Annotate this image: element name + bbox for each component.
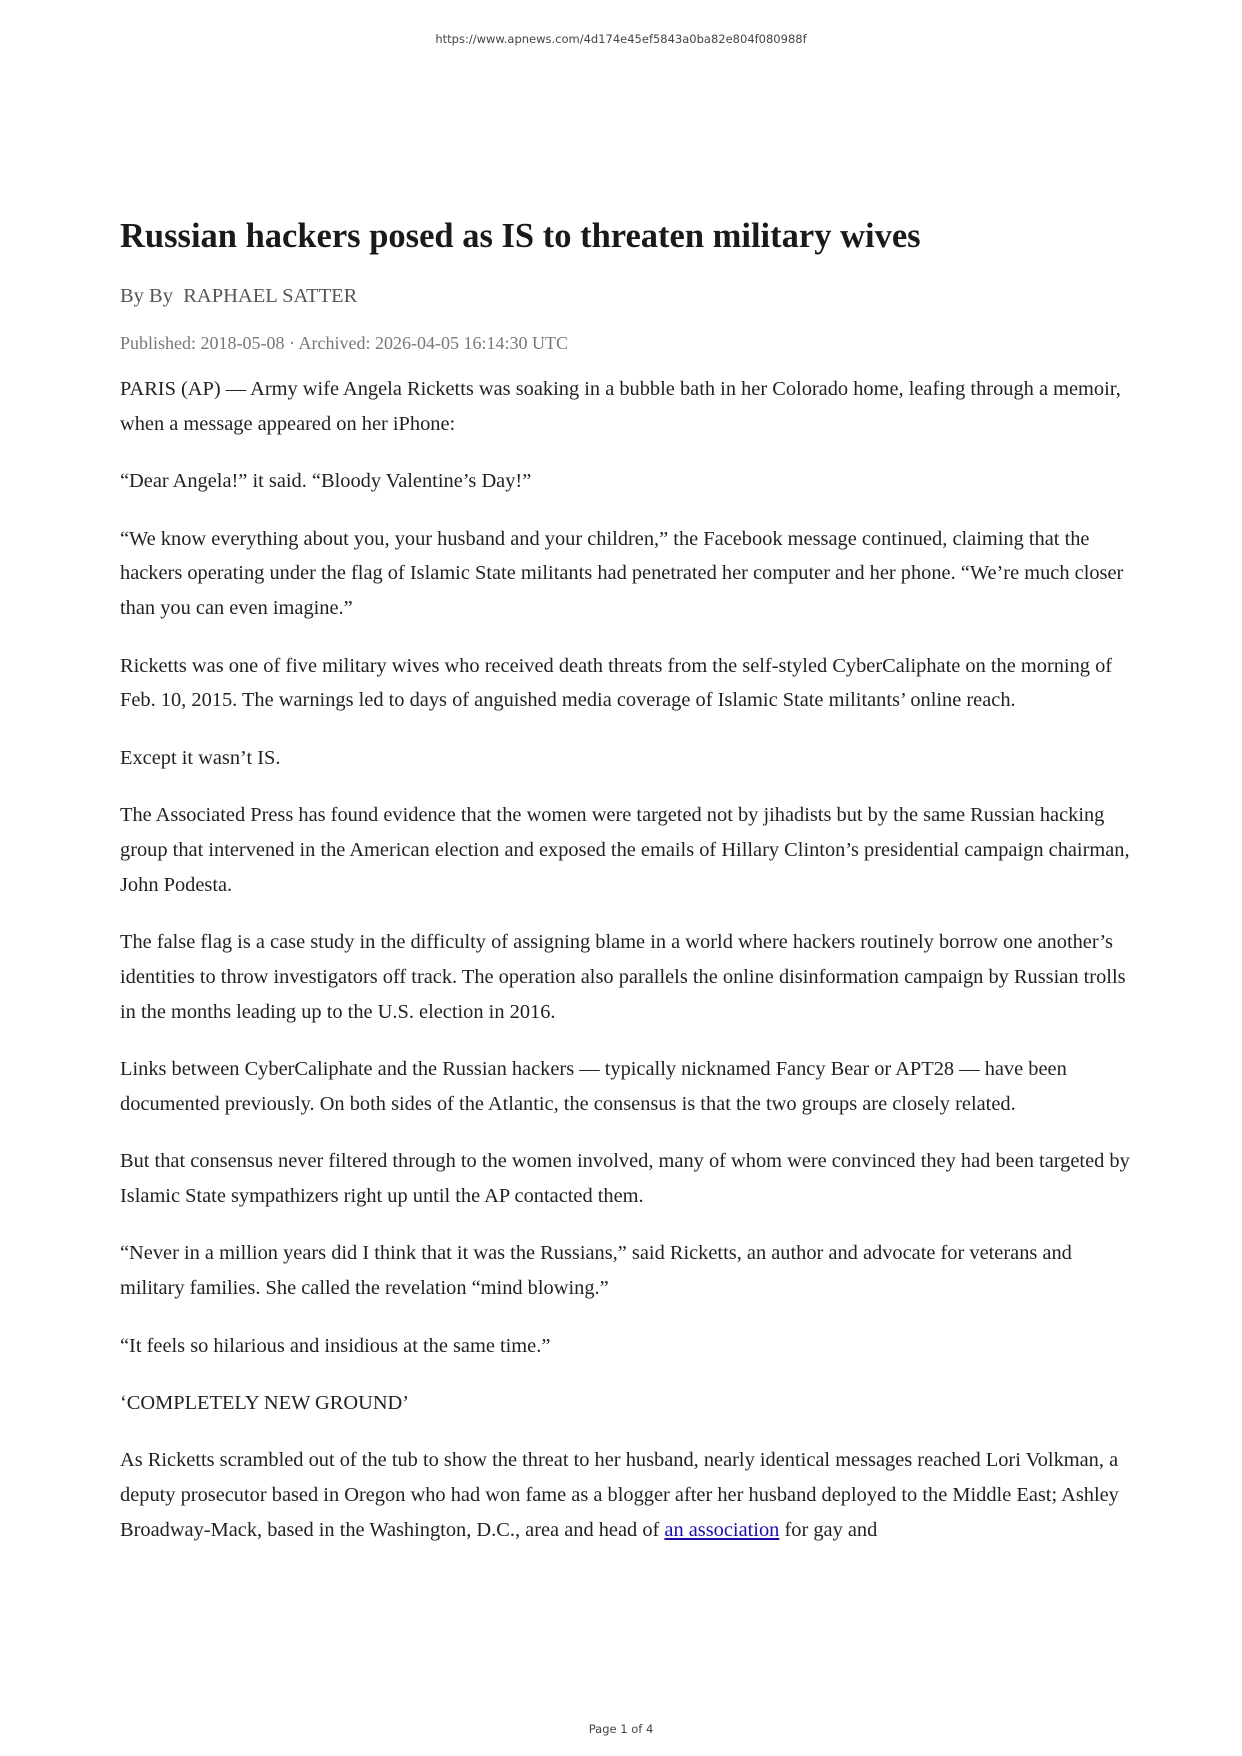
association-link[interactable]: an association [664, 1519, 780, 1542]
section-heading: ‘COMPLETELY NEW GROUND’ [120, 1392, 410, 1415]
article-dates: Published: 2018-05-08 · Archived: 2026-04-05 16:14:30 UTC [120, 333, 568, 353]
article-paragraph: PARIS (AP) — Army wife Angela Ricketts was soaking in a bubble bath in her Colorado home, leafing through a memoir, when a message appeared on her iPhone: [120, 378, 1121, 435]
article-paragraph [120, 1443, 1130, 1547]
paragraph-text-after-link: for gay and [779, 1519, 878, 1542]
paragraph-text-before-link: As Ricketts scrambled out of the tub to show the threat to her husband, nearly identical messages reached Lori Volkman, a deputy prosecutor based in Oregon who had won fame as a blogger after her husband deployed to the Middle East; Ashley Broadway-Mack, based in the Washington, D.C., area and head of [120, 1449, 1119, 1542]
article-paragraph: The Associated Press has found evidence that the women were targeted not by jihadists but by the same Russian hacking group that intervened in the American election and exposed the emails of Hillary Clinton’s presidential campaign chairman, John Podesta. [120, 804, 1130, 896]
article-title: Russian hackers posed as IS to threaten military wives [120, 217, 921, 255]
article-paragraph: “It feels so hilarious and insidious at the same time.” [120, 1334, 551, 1357]
article-byline: By By RAPHAEL SATTER [120, 285, 358, 307]
article-container [120, 212, 1130, 1570]
article-paragraph: “Never in a million years did I think that it was the Russians,” said Ricketts, an author and advocate for veterans and military families. She called the revelation “mind blowing.” [120, 1242, 1072, 1300]
article-paragraph: Except it wasn’t IS. [120, 746, 281, 769]
article-paragraph: Ricketts was one of five military wives who received death threats from the self-styled CyberCaliphate on the morning of Feb. 10, 2015. The warnings led to days of anguished media coverage of Islamic State militants’ online reach. [120, 654, 1113, 712]
article-paragraph: “Dear Angela!” it said. “Bloody Valentine’s Day!” [120, 470, 532, 493]
article-paragraph: But that consensus never filtered through to the women involved, many of whom were convinced they had been targeted by Islamic State sympathizers right up until the AP contacted them. [120, 1150, 1130, 1208]
article-body [120, 372, 1130, 1548]
article-paragraph: The false flag is a case study in the difficulty of assigning blame in a world where hackers routinely borrow one another’s identities to throw investigators off track. The operation also parallels the online disinformation campaign by Russian trolls in the months leading up to the U.S. election in 2016. [120, 931, 1126, 1023]
article-paragraph: Links between CyberCaliphate and the Russian hackers — typically nicknamed Fancy Bear or APT28 — have been documented previously. On both sides of the Atlantic, the consensus is that the two groups are closely related. [120, 1058, 1067, 1115]
page-url: https://www.apnews.com/4d174e45ef5843a0ba82e804f080988f [435, 32, 807, 46]
article-paragraph: “We know everything about you, your husband and your children,” the Facebook message continued, claiming that the hackers operating under the flag of Islamic State militants had penetrated her computer and her phone. “We’re much closer than you can even imagine.” [120, 527, 1124, 620]
page-number: Page 1 of 4 [588, 1722, 654, 1736]
